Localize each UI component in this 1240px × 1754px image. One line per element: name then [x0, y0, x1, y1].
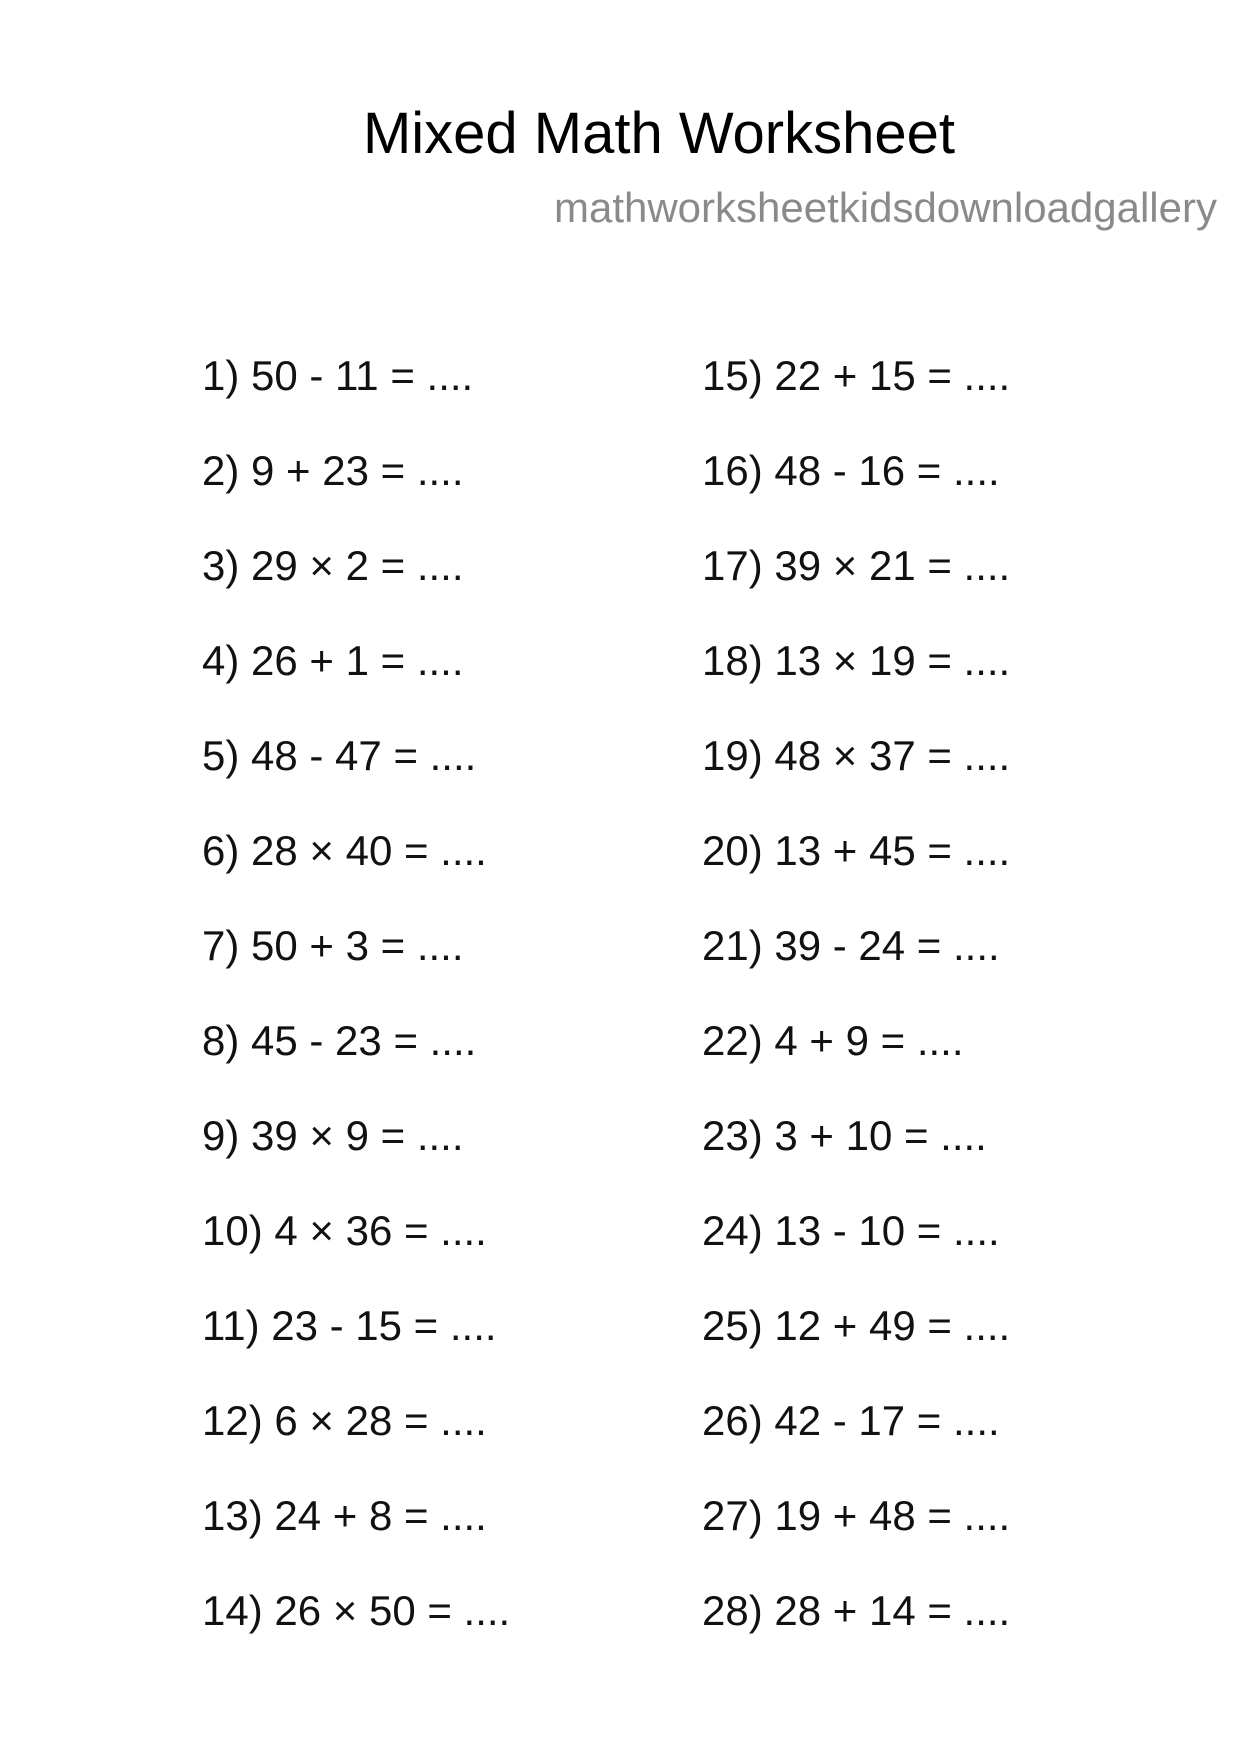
problem-22: 22) 4 + 9 = ....	[702, 1017, 964, 1064]
problem-24: 24) 13 - 10 = ....	[702, 1207, 1000, 1254]
problem-10: 10) 4 × 36 = ....	[202, 1207, 487, 1254]
problem-14: 14) 26 × 50 = ....	[202, 1587, 511, 1634]
problem-18: 18) 13 × 19 = ....	[702, 637, 1011, 684]
problem-15: 15) 22 + 15 = ....	[702, 352, 1011, 399]
problem-11: 11) 23 - 15 = ....	[202, 1302, 497, 1349]
problem-21: 21) 39 - 24 = ....	[702, 922, 1000, 969]
problem-4: 4) 26 + 1 = ....	[202, 637, 464, 684]
problem-27: 27) 19 + 48 = ....	[702, 1492, 1011, 1539]
problem-16: 16) 48 - 16 = ....	[702, 447, 1000, 494]
worksheet-title: Mixed Math Worksheet	[362, 101, 956, 166]
problem-8: 8) 45 - 23 = ....	[202, 1017, 477, 1064]
problem-5: 5) 48 - 47 = ....	[202, 732, 477, 779]
problem-12: 12) 6 × 28 = ....	[202, 1397, 487, 1444]
problem-20: 20) 13 + 45 = ....	[702, 827, 1011, 874]
problem-1: 1) 50 - 11 = ....	[202, 352, 474, 399]
problem-17: 17) 39 × 21 = ....	[702, 542, 1011, 589]
problem-6: 6) 28 × 40 = ....	[202, 827, 487, 874]
problem-column-right	[702, 346, 1010, 1676]
worksheet-source-watermark: mathworksheetkidsdownloadgallery	[553, 184, 1217, 231]
problem-9: 9) 39 × 9 = ....	[202, 1112, 464, 1159]
problem-28: 28) 28 + 14 = ....	[702, 1587, 1011, 1634]
problem-19: 19) 48 × 37 = ....	[702, 732, 1011, 779]
problem-13: 13) 24 + 8 = ....	[202, 1492, 487, 1539]
problem-2: 2) 9 + 23 = ....	[202, 447, 464, 494]
problem-23: 23) 3 + 10 = ....	[702, 1112, 987, 1159]
problem-7: 7) 50 + 3 = ....	[202, 922, 464, 969]
problem-3: 3) 29 × 2 = ....	[202, 542, 464, 589]
problem-26: 26) 42 - 17 = ....	[702, 1397, 1000, 1444]
problem-25: 25) 12 + 49 = ....	[702, 1302, 1011, 1349]
problem-column-left	[202, 346, 510, 1676]
